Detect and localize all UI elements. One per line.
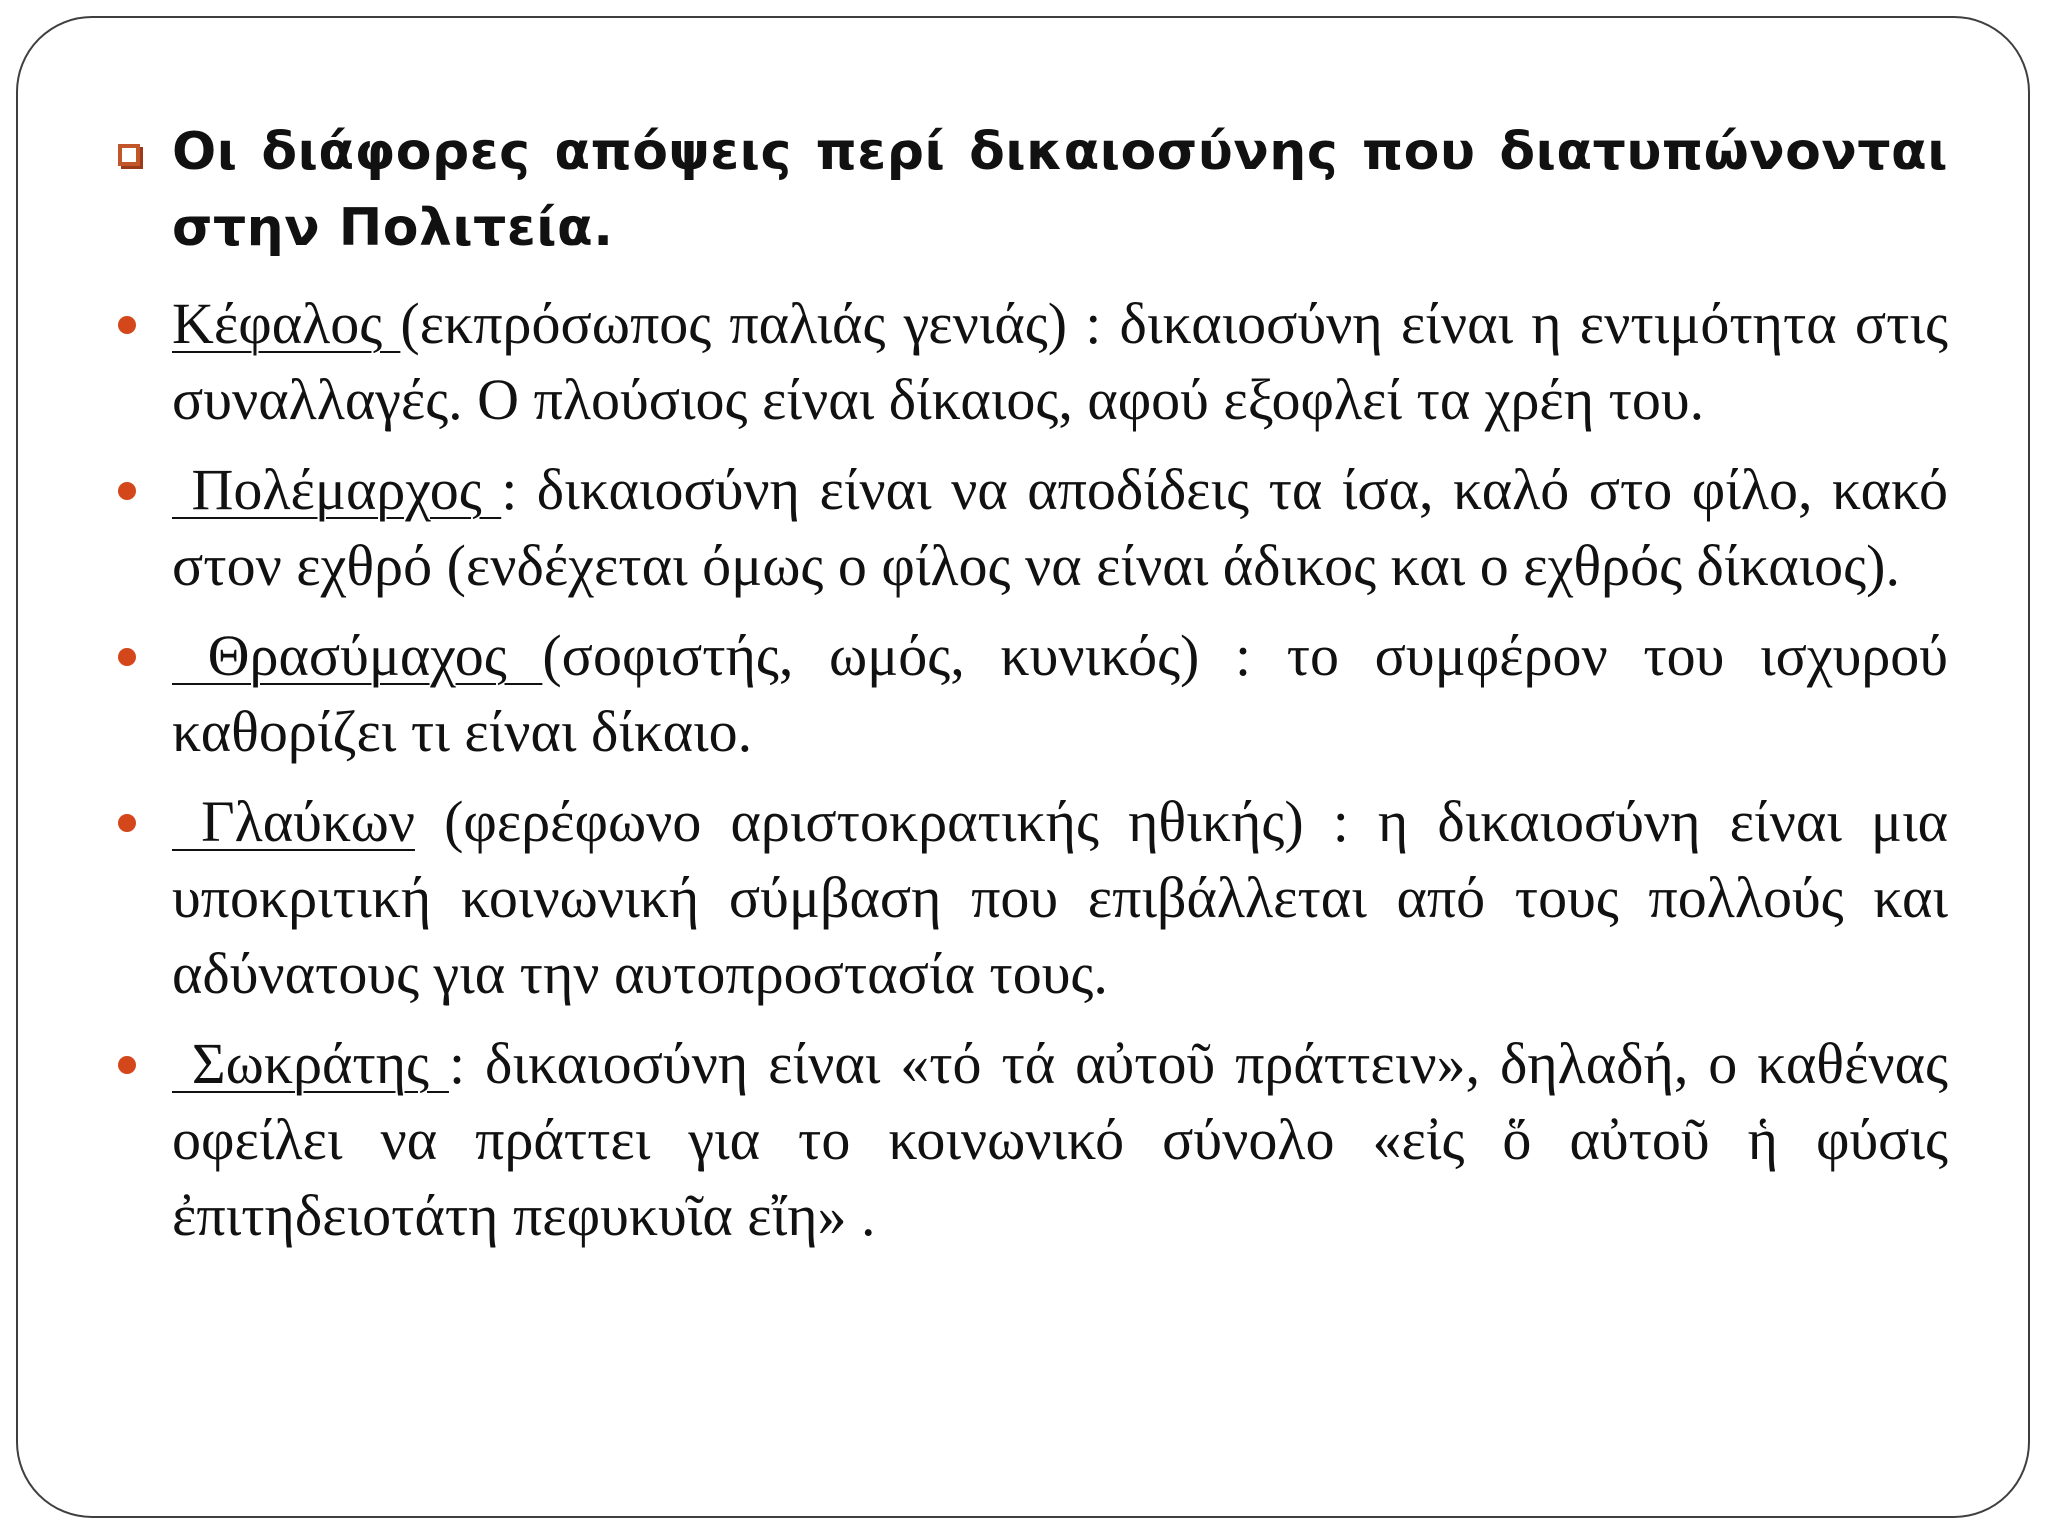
speaker-name: Κέφαλος bbox=[172, 291, 401, 356]
heading-row bbox=[118, 114, 1948, 266]
speaker-name: Σωκράτης bbox=[172, 1031, 449, 1096]
item-text: (φερέφωνο αριστοκρατικής ηθικής) : η δικαιοσύνη είναι μια υποκριτική κοινωνική σύμβαση που επιβάλλεται από τους πολλούς και αδύνατους για την αυτοπροστασία τους. bbox=[172, 789, 1948, 1006]
list-item-thrasymachos bbox=[118, 618, 1948, 770]
item-text: : δικαιοσύνη είναι να αποδίδεις τα ίσα, καλό στο φίλο, κακό στον εχθρό (ενδέχεται όμως ο φίλος να είναι άδικος και ο εχθρός δίκαιος). bbox=[172, 457, 1948, 598]
item-text: (εκπρόσωπος παλιάς γενιάς) : δικαιοσύνη είναι η εντιμότητα στις συναλλαγές. Ο πλούσιος είναι δίκαιος, αφού εξοφλεί τα χρέη του. bbox=[172, 291, 1948, 432]
list-item-sokratis bbox=[118, 1026, 1948, 1254]
bullet-dot-icon bbox=[118, 814, 136, 832]
item-text: (σοφιστής, ωμός, κυνικός) : το συμφέρον του ισχυρού καθορίζει τι είναι δίκαιο. bbox=[172, 623, 1948, 764]
slide-content bbox=[118, 114, 1948, 1268]
list-item-kefalos bbox=[118, 286, 1948, 438]
slide-frame bbox=[16, 16, 2030, 1518]
bullet-dot-icon bbox=[118, 316, 136, 334]
bullet-dot-icon bbox=[118, 648, 136, 666]
item-text: : δικαιοσύνη είναι «τό τά αὐτοῦ πράττειν», δηλαδή, ο καθένας οφείλει να πράττει για το κοινωνικό σύνολο «εἰς ὅ αὐτοῦ ἡ φύσις ἐπιτηδειοτάτη πεφυκυῖα εἴη» . bbox=[172, 1031, 1948, 1248]
list-item-glaukon bbox=[118, 784, 1948, 1012]
checkbox-bullet-icon bbox=[118, 144, 140, 166]
list-item-polemarchos bbox=[118, 452, 1948, 604]
speaker-name: Γλαύκων bbox=[172, 789, 415, 854]
speaker-name: Πολέμαρχος bbox=[172, 457, 502, 522]
bullet-list bbox=[118, 286, 1948, 1254]
bullet-dot-icon bbox=[118, 482, 136, 500]
bullet-dot-icon bbox=[118, 1056, 136, 1074]
slide-heading: Οι διάφορες απόψεις περί δικαιοσύνης που διατυπώνονται στην Πολιτεία. bbox=[172, 122, 1948, 258]
speaker-name: Θρασύμαχος bbox=[172, 623, 543, 688]
